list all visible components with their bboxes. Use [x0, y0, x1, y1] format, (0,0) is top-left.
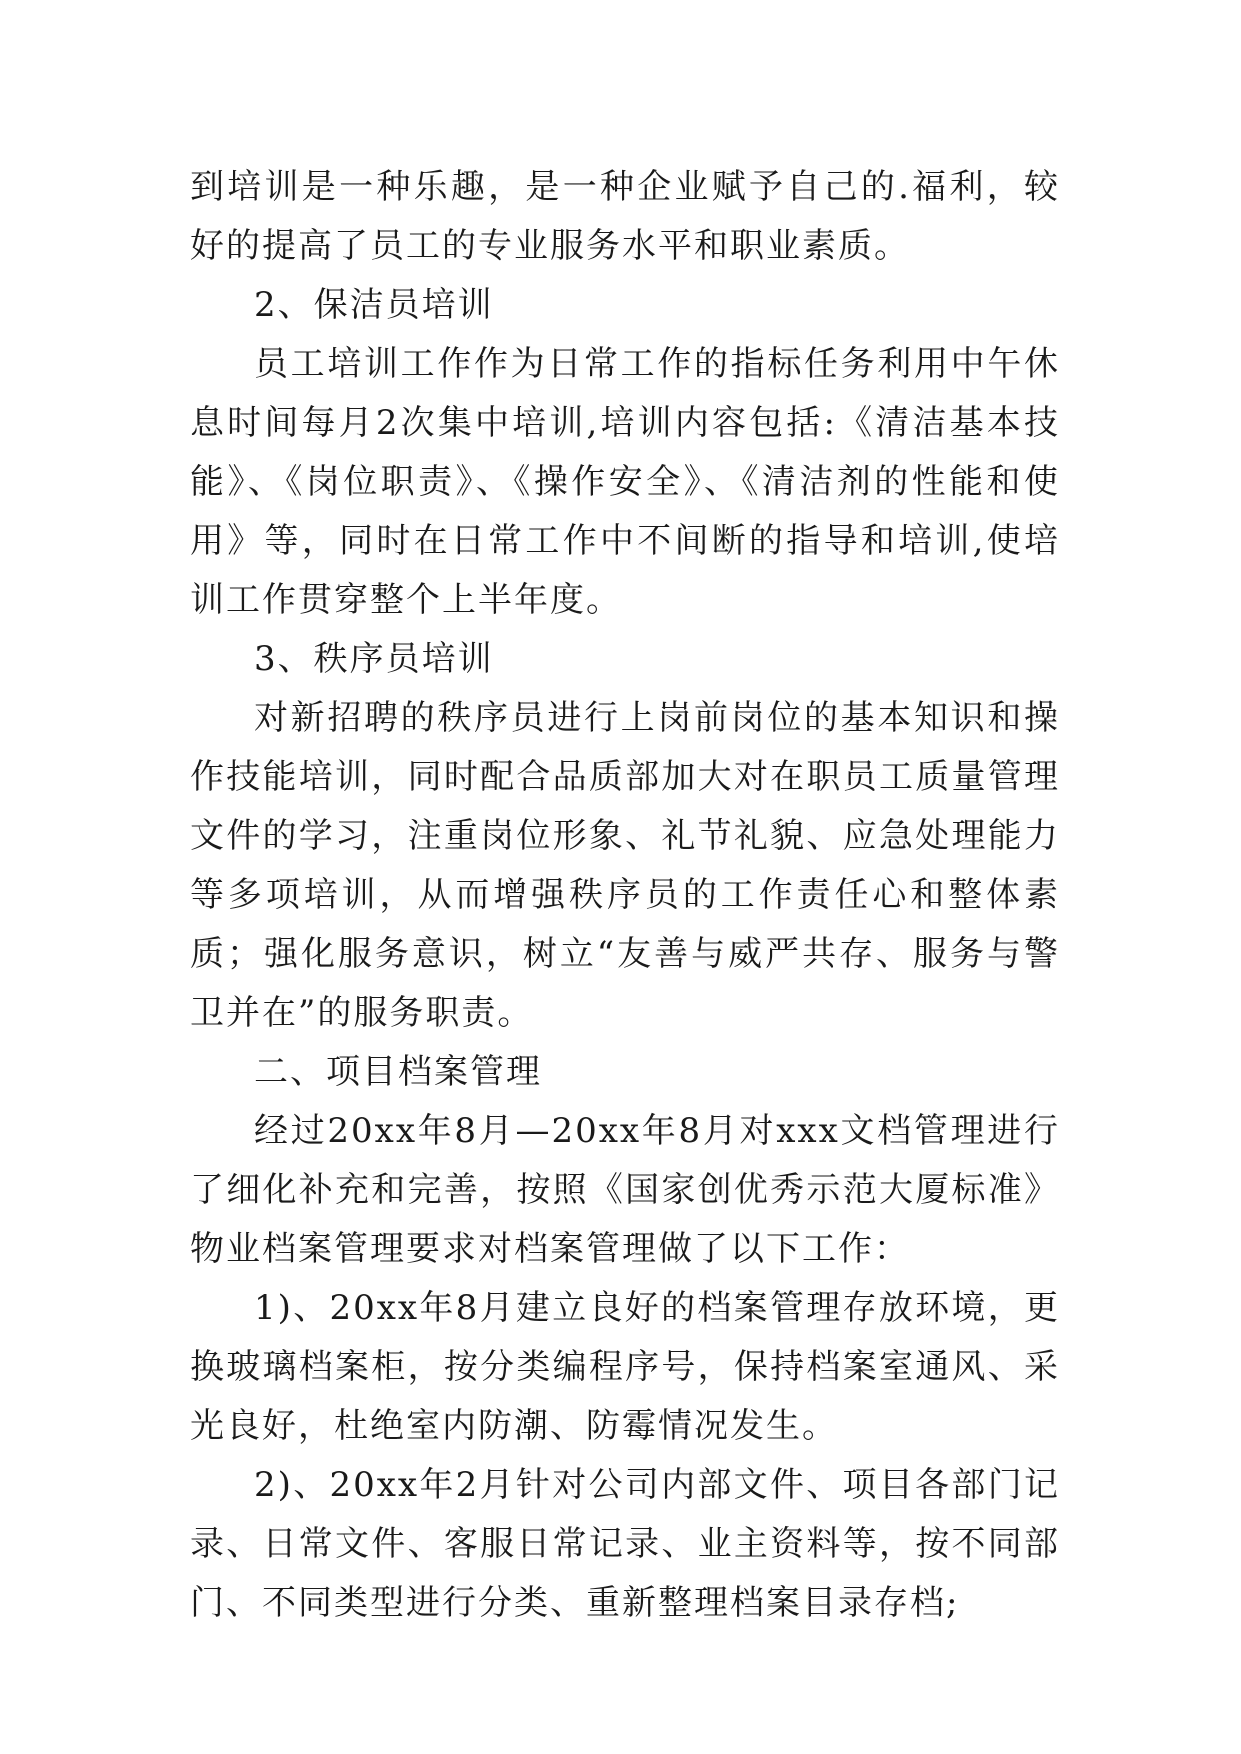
- heading-archive-management: 二、项目档案管理: [254, 1052, 542, 1092]
- paragraph-archive-item-1: 1)、20xx年8月建立良好的档案管理存放环境，更换玻璃档案柜，按分类编程序号，保持档案室通风、采光良好，杜绝室内防潮、防霉情况发生。: [190, 1288, 1060, 1446]
- heading-cleaner-training: 2、保洁员培训: [254, 285, 494, 325]
- heading-security-training: 3、秩序员培训: [254, 639, 494, 679]
- paragraph-security-training: 对新招聘的秩序员进行上岗前岗位的基本知识和操作技能培训，同时配合品质部加大对在职员工质量管理文件的学习，注重岗位形象、礼节礼貌、应急处理能力等多项培训，从而增强秩序员的工作责任心和整体素质；强化服务意识，树立“友善与威严共存、服务与警卫并在”的服务职责。: [190, 698, 1060, 1033]
- paragraph-archive-item-2: 2)、20xx年2月针对公司内部文件、项目各部门记录、日常文件、客服日常记录、业主资料等，按不同部门、不同类型进行分类、重新整理档案目录存档;: [190, 1465, 1060, 1623]
- document-body: [190, 158, 1060, 1633]
- paragraph-training-continuation: 到培训是一种乐趣，是一种企业赋予自己的.福利，较好的提高了员工的专业服务水平和职业素质。: [190, 167, 1060, 266]
- paragraph-archive-intro: 经过20xx年8月—20xx年8月对xxx文档管理进行了细化补充和完善，按照《国家创优秀示范大厦标准》物业档案管理要求对档案管理做了以下工作：: [190, 1111, 1060, 1269]
- paragraph-cleaner-training: 员工培训工作作为日常工作的指标任务利用中午休息时间每月2次集中培训,培训内容包括:《清洁基本技能》、《岗位职责》、《操作安全》、《清洁剂的性能和使用》等，同时在日常工作中不间断的指导和培训,使培训工作贯穿整个上半年度。: [190, 344, 1060, 620]
